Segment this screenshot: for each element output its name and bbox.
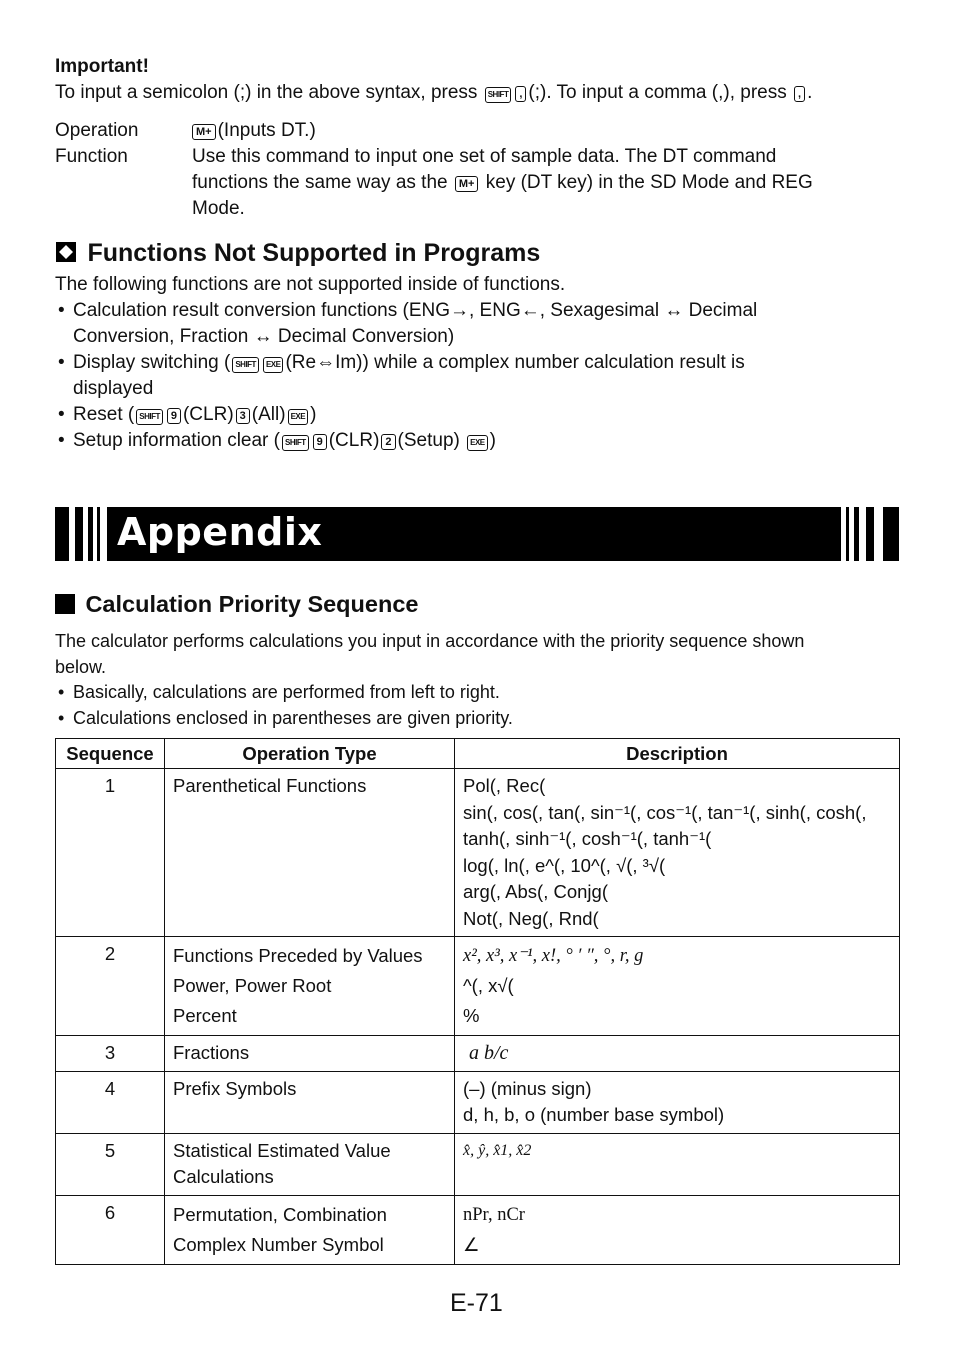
exe-key-icon: EXE [263,357,284,373]
column-header: Description [455,739,900,769]
list-item: • Display switching ( SHIFT EXE (Re⇔Im)) while a complex number calculation result is displayed [55,350,900,402]
calc-priority-intro: The calculator performs calculations you input in accordance with the priority sequence shown below. • Basically, calculations are performed from left to right. • Calculations enclosed in parentheses are given priority. [55,629,900,731]
functions-not-supported-section [55,238,540,268]
table-row: 3 Fractions a b/c [56,1036,900,1072]
list-item: • Reset ( SHIFT 9 (CLR) 3 (All) EXE ) [55,402,900,428]
description-cell: a b/c [455,1036,900,1072]
operation-value-text: (Inputs DT.) [217,120,316,141]
appendix-title: Appendix [117,510,323,554]
list-item: • Calculation result conversion functions (ENG→, ENG←, Sexagesimal ↔ Decimal Conversion, Fraction ↔ Decimal Conversion) [55,298,900,350]
functions-not-supported-heading: Functions Not Supported in Programs [87,239,541,267]
table-row: 1 Parenthetical Functions Pol(, Rec( sin(, cos(, tan(, sin⁻¹(, cos⁻¹(, tan⁻¹(, sinh(, cosh(, tanh(, sinh⁻¹(, cosh⁻¹(, tanh⁻¹( log(, ln(, e^(, 10^(, √(, ³√( arg(, Abs(, Conjg( Not(, Neg(, Rnd( [56,769,900,937]
important-end: . [807,82,813,103]
three-key-icon: 3 [236,408,250,424]
description-cell: (–) (minus sign) d, h, b, o (number base symbol) [455,1071,900,1133]
table-row: 6 Permutation, Combination Complex Number Symbol nPr, nCr ∠ [56,1195,900,1264]
two-key-icon: 2 [381,434,395,450]
list-item: • Setup information clear ( SHIFT 9 (CLR) 2 (Setup) EXE ) [55,428,900,454]
diamond-box-icon [55,241,77,268]
shift-key-icon: SHIFT [485,87,512,103]
comma-key-icon: , [794,86,805,102]
description-cell: nPr, nCr ∠ [455,1195,900,1264]
description-cell: Pol(, Rec( sin(, cos(, tan(, sin⁻¹(, cos⁻¹(, tan⁻¹(, sinh(, cosh(, tanh(, sinh⁻¹(, cosh⁻¹(, tanh⁻¹( log(, ln(, e^(, 10^(, √(, ³√( arg(, Abs(, Conjg( Not(, Neg(, Rnd( [455,769,900,937]
table-header-row [56,739,900,769]
function-line: functions the same way as the M+ key (DT key) in the SD Mode and REG [192,172,813,193]
exe-key-icon: EXE [288,409,309,425]
table-row: 2 Functions Preceded by Values Power, Power Root Percent x², x³, x⁻¹, x!, ° ′ ″, °, r, g ^(, x√( % [56,937,900,1036]
table-row: 4 Prefix Symbols (–) (minus sign) d, h, b, o (number base symbol) [56,1071,900,1133]
important-text [55,80,812,106]
list-item: • Calculations enclosed in parentheses are given priority. [55,706,900,732]
function-line: Mode. [192,198,245,219]
list-item: • Basically, calculations are performed from left to right. [55,680,900,706]
shift-key-icon: SHIFT [282,435,309,451]
table-row: 5 Statistical Estimated Value Calculations x̂, ŷ, x̂1, x̂2 [56,1133,900,1195]
appendix-banner [55,507,899,561]
operation-label: Operation [55,120,139,141]
priority-table [55,738,900,1265]
function-label: Function [55,146,128,167]
calc-priority-heading: Calculation Priority Sequence [85,591,419,617]
mplus-key-icon: M+ [455,176,479,192]
nine-key-icon: 9 [167,408,181,424]
shift-key-icon: SHIFT [232,357,259,373]
fns-bullet-list [55,298,900,454]
function-line: Use this command to input one set of sample data. The DT command [192,146,777,167]
column-header: Operation Type [165,739,455,769]
column-header: Sequence [56,739,165,769]
mplus-key-icon: M+ [192,124,216,140]
nine-key-icon: 9 [313,434,327,450]
important-text-before: To input a semicolon (;) in the above syntax, press [55,82,478,103]
calc-priority-section [55,590,418,618]
description-cell: x̂, ŷ, x̂1, x̂2 [455,1133,900,1195]
description-cell: x², x³, x⁻¹, x!, ° ′ ″, °, r, g ^(, x√( % [455,937,900,1036]
exe-key-icon: EXE [467,435,488,451]
function-description [192,144,892,222]
fns-intro: The following functions are not supported inside of functions. [55,274,566,295]
square-bullet-icon [55,594,75,614]
important-heading: Important! [55,56,149,77]
semicolon-suffix: (;). To input a comma (,), press [528,82,787,103]
operation-value [192,118,316,144]
comma-key-icon: , [515,86,526,102]
page-number: E-71 [450,1289,503,1317]
shift-key-icon: SHIFT [136,409,163,425]
